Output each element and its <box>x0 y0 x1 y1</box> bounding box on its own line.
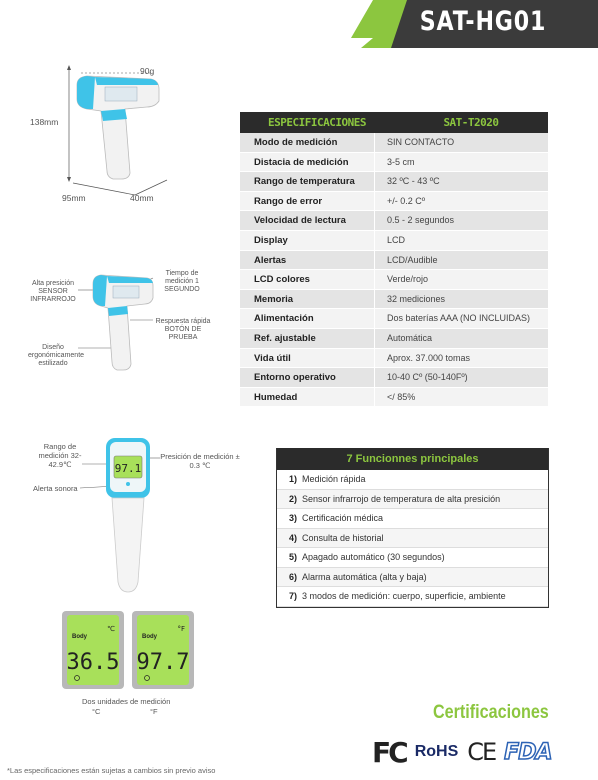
lcd-caption: Dos unidades de medición <box>82 697 171 706</box>
function-number: 4) <box>289 532 298 543</box>
function-item <box>277 587 548 607</box>
function-item <box>277 470 548 490</box>
spec-key: Alimentación <box>240 309 375 328</box>
footnote: *Las especificaciones están sujetas a cambios sin previo aviso <box>7 766 216 775</box>
function-text: 3 modos de medición: cuerpo, superficie, ambiente <box>302 591 506 601</box>
function-number: 6) <box>289 571 298 582</box>
function-number: 2) <box>289 493 298 504</box>
function-item <box>277 490 548 510</box>
spec-row <box>240 309 548 329</box>
spec-key: Memoria <box>240 290 375 309</box>
spec-value: 3-5 cm <box>387 156 415 167</box>
spec-table-body <box>240 133 548 407</box>
spec-key: Entorno operativo <box>240 368 375 387</box>
function-number: 5) <box>289 552 298 562</box>
callout-range: Rango de medición 32-42.9℃ <box>38 442 82 469</box>
spec-header-right: SAT-T2020 <box>443 116 499 129</box>
spec-key: Velocidad de lectura <box>240 211 375 230</box>
header-banner <box>333 0 598 48</box>
spec-value: SIN CONTACTO <box>387 137 455 147</box>
spec-row <box>240 270 548 290</box>
callout-time: Tiempo de medición 1 SEGUNDO <box>164 270 200 293</box>
spec-value: </ 85% <box>387 391 416 402</box>
front-lcd-value: 97.1 <box>114 462 142 475</box>
function-text: Sensor infrarrojo de temperatura de alta presición <box>302 493 501 504</box>
spec-key: Rango de temperatura <box>240 172 375 191</box>
lcd-unit-c: °C <box>92 707 101 716</box>
thermometer-front-illustration <box>78 432 168 602</box>
certification-logos <box>372 735 552 769</box>
lcd-c-unit: ℃ <box>107 625 115 633</box>
lcd-f-body-label: Body <box>142 634 157 640</box>
spec-value: 0.5 - 2 segundos <box>387 215 455 226</box>
functions-title: 7 Funcionnes principales <box>277 448 548 470</box>
spec-row <box>240 329 548 349</box>
function-text: Certificación médica <box>302 513 384 523</box>
depth-label: 40mm <box>130 193 154 203</box>
height-label: 138mm <box>30 117 59 127</box>
callout-sensor: Alta presición SENSOR INFRARROJO <box>30 280 76 303</box>
callout-alarm: Alerta sonora <box>33 484 78 493</box>
spec-row <box>240 388 548 408</box>
fc-logo: FC <box>372 735 406 769</box>
spec-value: Dos baterías AAA (NO INCLUIDAS) <box>387 313 531 324</box>
model-title: SAT-HG01 <box>419 6 546 37</box>
spec-table <box>240 112 548 407</box>
function-number: 1) <box>289 474 298 484</box>
function-item <box>277 509 548 529</box>
spec-value: LCD <box>387 234 406 245</box>
spec-row <box>240 192 548 212</box>
spec-row <box>240 153 548 173</box>
spec-key: Ref. ajustable <box>240 329 375 348</box>
spec-value: Automática <box>387 332 433 343</box>
spec-key: Display <box>240 231 375 250</box>
callout-ergonomic: Diseño ergonómicamente estilizado <box>28 344 85 367</box>
spec-value: 32 ºC - 43 ºC <box>387 176 440 187</box>
ce-logo: CE <box>467 738 496 766</box>
spec-row <box>240 251 548 271</box>
functions-list <box>277 470 548 607</box>
lcd-f-unit: °F <box>177 625 185 633</box>
function-item <box>277 548 548 568</box>
spec-row <box>240 349 548 369</box>
function-number: 3) <box>289 513 298 523</box>
width-label: 95mm <box>62 193 86 203</box>
spec-row <box>240 290 548 310</box>
function-item <box>277 529 548 549</box>
lcd-displays <box>62 611 194 689</box>
spec-value: 10-40 Cº (50-140Fº) <box>387 372 468 383</box>
lcd-unit-f: °F <box>150 707 158 716</box>
function-text: Apagado automático (30 segundos) <box>302 552 445 562</box>
lcd-celsius-value: 36.5 <box>66 650 120 675</box>
lcd-c-body-label: Body <box>72 634 87 640</box>
spec-row <box>240 211 548 231</box>
spec-table-header <box>240 112 548 133</box>
functions-box <box>276 448 549 608</box>
callout-button: Respuesta rápida BOTÓN DE PRUEBA <box>155 318 211 341</box>
spec-value: 32 mediciones <box>387 293 446 304</box>
spec-row <box>240 368 548 388</box>
thermometer-side-illustration <box>75 264 160 379</box>
function-item <box>277 568 548 588</box>
weight-label: 90g <box>140 66 155 76</box>
spec-value: Verde/rojo <box>387 274 429 285</box>
fda-logo: FDA <box>504 739 552 765</box>
function-text: Consulta de historial <box>302 532 384 543</box>
spec-row <box>240 231 548 251</box>
spec-key: Distacia de medición <box>240 153 375 172</box>
spec-row <box>240 172 548 192</box>
spec-key: Modo de medición <box>240 133 375 152</box>
callout-precision: Presición de medición ± 0.3 ℃ <box>160 452 240 470</box>
function-text: Medición rápida <box>302 474 366 484</box>
spec-key: Rango de error <box>240 192 375 211</box>
function-text: Alarma automática (alta y baja) <box>302 571 427 582</box>
spec-key: Humedad <box>240 388 375 407</box>
function-number: 7) <box>289 591 298 601</box>
certifications-title: Certificaciones <box>433 702 549 723</box>
spec-header-left: ESPECIFICACIONES <box>268 116 366 129</box>
spec-key: Vida útil <box>240 349 375 368</box>
rohs-logo: RoHS <box>414 743 459 760</box>
spec-value: +/- 0.2 Cº <box>387 195 426 206</box>
spec-key: LCD colores <box>240 270 375 289</box>
thermometer-dimension-illustration <box>55 55 175 203</box>
spec-key: Alertas <box>240 251 375 270</box>
spec-value: LCD/Audible <box>387 254 438 265</box>
spec-row <box>240 133 548 153</box>
spec-value: Aprox. 37.000 tomas <box>387 352 471 363</box>
lcd-fahrenheit-value: 97.7 <box>136 650 190 675</box>
